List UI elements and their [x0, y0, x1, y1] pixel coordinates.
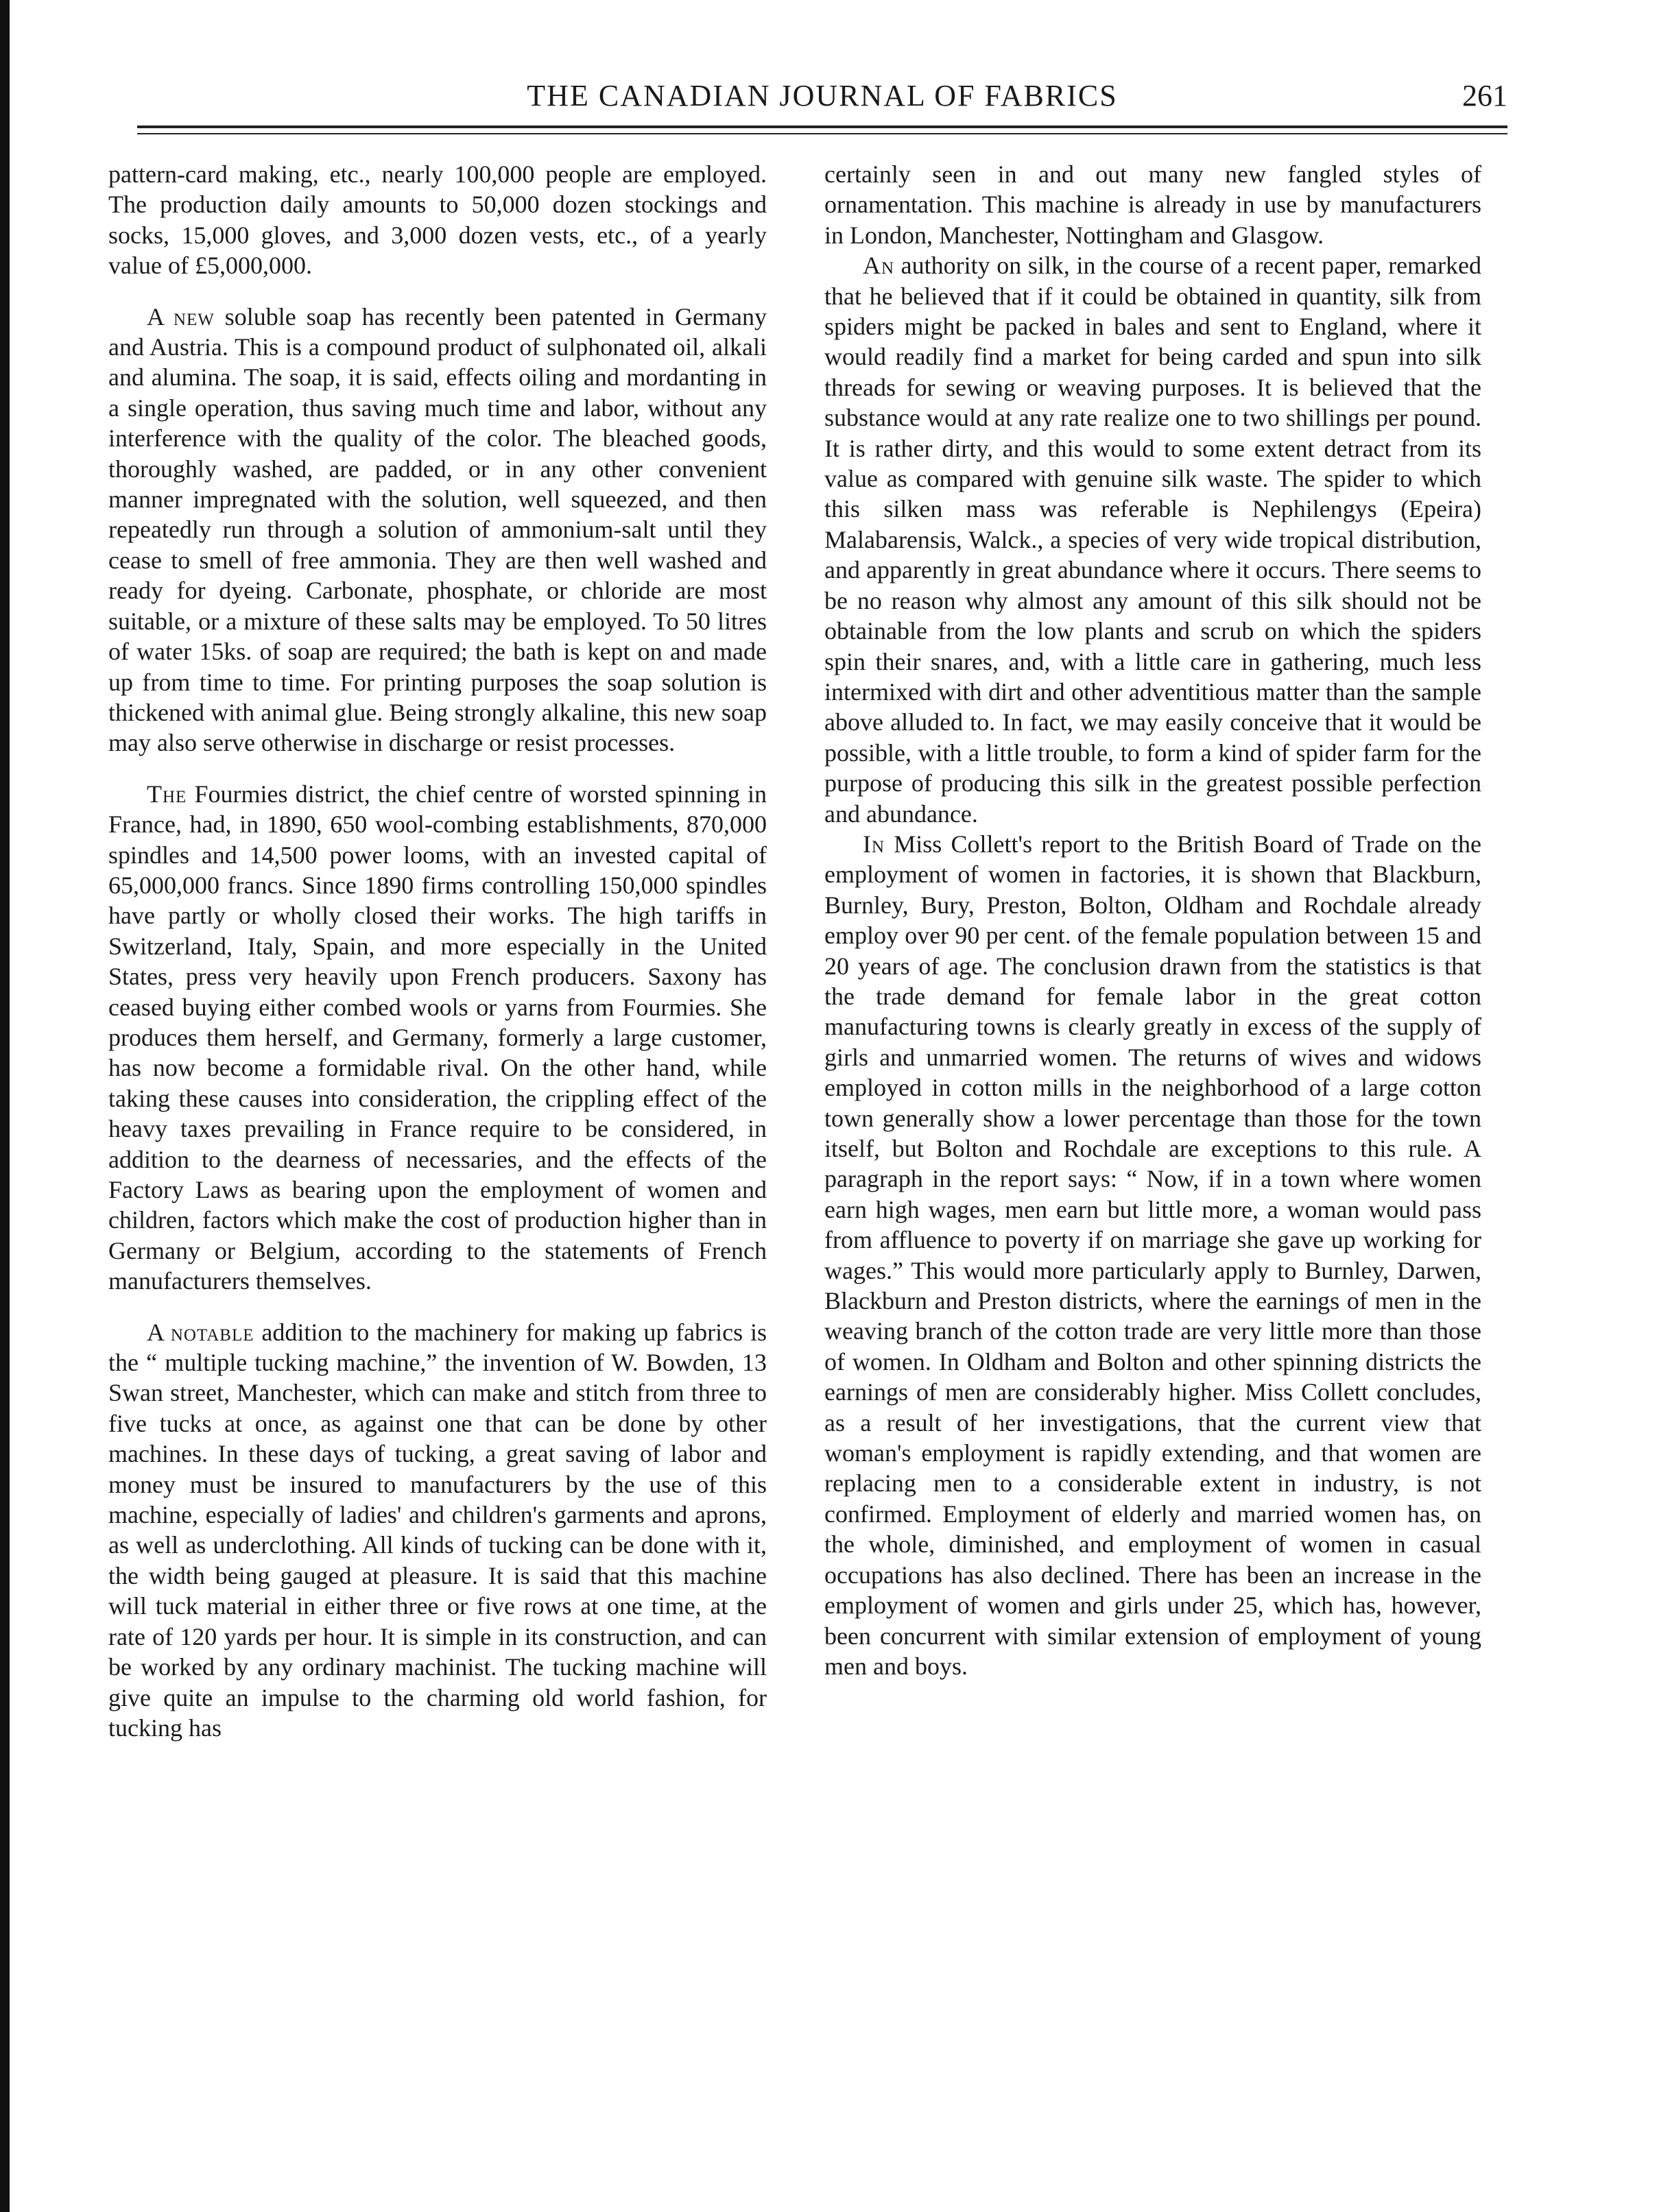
- paragraph-tucking-machine: [108, 1317, 767, 1744]
- paragraph-body: authority on silk, in the course of a recent paper, remarked that he believed that if it could be obtained in quantity, silk from spiders might be packed in bales and sent to England, where it would readily find a market for being carded and spun into silk threads for sewing or weaving purposes. It is believed that the substance would at any rate realize one to two shillings per pound. It is rather dirty, and this would to some extent detract from its value as compared with genuine silk waste. The spider to which this silken mass was referable is Nephilengys (Epeira) Malabarensis, Walck., a species of very wide tropical distribution, and apparently in great abundance where it occurs. There seems to be no reason why almost any amount of this silk should not be obtainable from the low plants and scrub on which the spiders spin their snares, and, with a little care in gathering, much less intermixed with dirt and other adventitious matter than the sample above alluded to. In fact, we may easily conceive that it would be possible, with a little trouble, to form a kind of spider farm for the purpose of producing this silk in the greatest possible perfection and abundance.: [824, 252, 1481, 828]
- paragraph-soluble-soap: [108, 302, 767, 758]
- left-column: [108, 159, 767, 1743]
- paragraph-lead-smallcaps: The: [147, 780, 187, 808]
- journal-title: THE CANADIAN JOURNAL OF FABRICS: [527, 79, 1118, 112]
- paragraph-lead-smallcaps: An: [863, 252, 895, 280]
- header-rule-thin: [137, 133, 1507, 134]
- page-header: [137, 77, 1507, 118]
- paragraph-lead-smallcaps: In: [863, 830, 885, 858]
- page-number: 261: [1462, 79, 1507, 112]
- paragraph-lead-word: A: [147, 1318, 171, 1346]
- paragraph-lead-smallcaps: new: [173, 302, 215, 330]
- paragraph-lead-word: A: [147, 302, 174, 330]
- paragraph-body: Fourmies district, the chief centre of worsted spinning in France, had, in 1890, 650 wool-combing establishments, 870,000 spindles and 14,500 power looms, with an invested capital of 65,000,000 francs. Since 1890 firms controlling 150,000 spindles have partly or wholly closed their works. The high tariffs in Switzerland, Italy, Spain, and more especially in the United States, press very heavily upon French producers. Saxony has ceased buying either combed wools or yarns from Fourmies. She produces them herself, and Germany, formerly a large customer, has now become a formidable rival. On the other hand, while taking these causes into consideration, the crippling effect of the heavy taxes prevailing in France require to be considered, in addition to the dearness of necessaries, and the effects of the Factory Laws as bearing upon the employment of women and children, factors which make the cost of production higher than in Germany or Belgium, according to the statements of French manufacturers themselves.: [108, 780, 767, 1295]
- paragraph-body: addition to the machinery for making up fabrics is the “ multiple tucking machine,” the invention of W. Bowden, 13 Swan street, Manchester, which can make and stitch from three to five tucks at once, as against one that can be done by other machines. In these days of tucking, a great saving of labor and money must be insured to manufacturers by the use of this machine, especially of ladies' and children's garments and aprons, as well as underclothing. All kinds of tucking can be done with it, the width being gauged at pleasure. It is said that this machine will tuck material in either three or five rows at one time, at the rate of 120 yards per hour. It is simple in its construction, and can be worked by any ordinary machinist. The tucking machine will give quite an impulse to the charming old world fashion, for tucking has: [108, 1318, 767, 1742]
- paragraph-pattern-card-continued: pattern-card making, etc., nearly 100,000 people are employed. The production daily amounts to 50,000 dozen stockings and socks, 15,000 gloves, and 3,000 dozen vests, etc., of a yearly value of £5,000,000.: [108, 160, 767, 280]
- paragraph-fourmies-district: [108, 779, 767, 1297]
- right-column: [824, 159, 1481, 1681]
- paragraph-spider-silk: [824, 250, 1481, 829]
- paragraph-lead-smallcaps: notable: [170, 1318, 254, 1346]
- paragraph-tucking-continued: certainly seen in and out many new fangled styles of ornamentation. This machine is already in use by manufacturers in London, Manchester, Nottingham and Glasgow.: [824, 160, 1481, 249]
- page-binding-edge: [0, 0, 10, 2212]
- header-rule-thick: [137, 125, 1507, 128]
- paragraph-body: Miss Collett's report to the British Board of Trade on the employment of women in factories, it is shown that Blackburn, Burnley, Bury, Preston, Bolton, Oldham and Rochdale already employ over 90 per cent. of the female population between 15 and 20 years of age. The conclusion drawn from the statistics is that the trade demand for female labor in the great cotton manufacturing towns is clearly greatly in excess of the supply of girls and unmarried women. The returns of wives and widows employed in cotton mills in the neighborhood of a large cotton town generally show a lower percentage than those for the town itself, but Bolton and Rochdale are exceptions to this rule. A paragraph in the report says: “ Now, if in a town where women earn high wages, men earn but little more, a woman would pass from affluence to poverty if on marriage she gave up working for wages.” This would more particularly apply to Burnley, Darwen, Blackburn and Preston districts, where the earnings of men in the weaving branch of the cotton trade are very little more than those of women. In Oldham and Bolton and other spinning districts the earnings of men are considerably higher. Miss Collett concludes, as a result of her investigations, that the current view that woman's employment is rapidly extending, and that women are replacing men to a considerable extent in industry, is not confirmed. Employment of elderly and married women has, on the whole, diminished, and employment of women in casual occupations has also declined. There has been an increase in the employment of women and girls under 25, which has, however, been concurrent with similar extension of employment of young men and boys.: [824, 830, 1481, 1680]
- paragraph-body: soluble soap has recently been patented in Germany and Austria. This is a compound product of sulphonated oil, alkali and alumina. The soap, it is said, effects oiling and mordanting in a single operation, thus saving much time and labor, without any interference with the quality of the color. The bleached goods, thoroughly washed, are padded, or in any other convenient manner impregnated with the solution, well squeezed, and then repeatedly run through a solution of ammonium-salt until they cease to smell of free ammonia. They are then well washed and ready for dyeing. Carbonate, phosphate, or chloride are most suitable, or a mixture of these salts may be employed. To 50 litres of water 15ks. of soap are required; the bath is kept on and made up from time to time. For printing purposes the soap solution is thickened with animal glue. Being strongly alkaline, this new soap may also serve otherwise in discharge or resist processes.: [108, 302, 767, 757]
- paragraph-collett-report: [824, 829, 1481, 1681]
